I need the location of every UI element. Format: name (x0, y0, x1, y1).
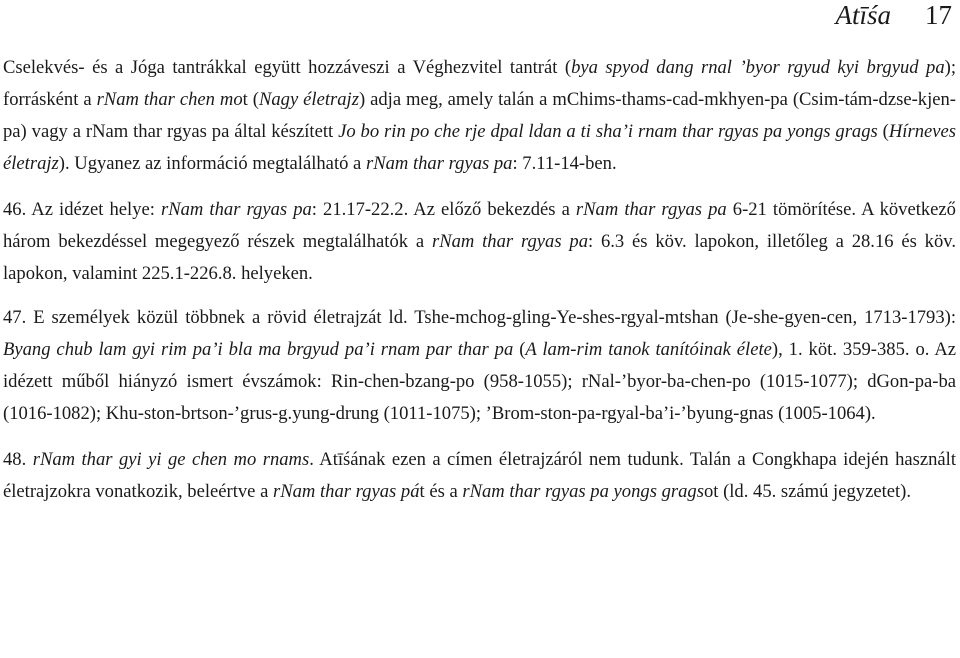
note-text-italic: rNam thar chen mo (96, 89, 243, 110)
note-text: ( (513, 339, 526, 360)
footnote-45-continued (3, 52, 956, 180)
note-text-italic: rNam thar rgyas pa (431, 231, 588, 252)
note-text: ( (877, 121, 889, 142)
note-text-italic: rNam thar rgyas pa (161, 199, 312, 220)
note-text: ), 1. köt. 359-385. o. Az idézett műből hiányzó ismert évszámok: Rin-chen-bzang-po (958-1055); rNal-’byor-ba-chen-po (1015-1077); dGon-pa-ba (1016-1082); Khu-ston-brtson-’grus-g.yung-drung (1011-1075); ’Brom-ston-pa-rgyal-ba’i-’byung-gnas (1005-1064). (3, 339, 956, 424)
note-text-italic: bya spyod dang rnal ’byor rgyud kyi brgyud pa (571, 57, 945, 78)
note-text-italic: Nagy életrajz (258, 89, 359, 110)
note-text-italic: Jo bo rin po che rje dpal ldan a ti sha’i rnam thar rgyas pa yongs grags (338, 121, 878, 142)
note-text-italic: rNam thar gyi yi ge chen mo rnams (32, 449, 310, 470)
note-text: ); forrásként a (3, 57, 956, 110)
note-text: 6-21 tömörítése. A következő három bekezdéssel megegyező részek megtalálhatók a (3, 199, 956, 252)
note-text-italic: rNam thar rgyas pá (272, 481, 420, 502)
footnote-46 (3, 194, 956, 290)
note-text: : 21.17-22.2. Az előző bekezdés a (311, 199, 576, 220)
note-text: ot (ld. 45. számú jegyzetet). (703, 481, 911, 502)
note-text: 46. Az idézet helye: (3, 199, 161, 220)
note-text-italic: Byang chub lam gyi rim pa’i bla ma brgyud pa’i rnam par thar pa (3, 339, 514, 360)
note-text-italic: rNam thar rgyas pa (575, 199, 727, 220)
note-text: Cselekvés- és a Jóga tantrákkal együtt hozzáveszi a Véghezvitel tantrát ( (3, 57, 572, 78)
note-text: ) adja meg, amely talán a mChims-thams-cad-mkhyen-pa (Csim-tám-dzse-kjen-pa) vagy a rNam thar rgyas pa által készített (3, 89, 956, 142)
running-head (835, 0, 952, 30)
note-text: : 6.3 és köv. lapokon, illetőleg a 28.16 és köv. lapokon, valamint 225.1-226.8. helyeken. (3, 231, 956, 284)
running-head-title: Atīśa (835, 0, 891, 30)
note-text-italic: A lam-rim tanok tanítóinak élete (525, 339, 772, 360)
footnote-48 (3, 444, 956, 508)
note-text: . Atīśának ezen a címen életrajzáról nem tudunk. Talán a Congkhapa idején használt életrajzokra vonatkozik, beleértve a (3, 449, 956, 502)
note-text-italic: rNam thar rgyas pa yongs grags (462, 481, 704, 502)
note-text: t és a (419, 481, 463, 502)
page-number: 17 (925, 0, 952, 30)
note-text: 48. (3, 449, 33, 470)
note-text: t ( (242, 89, 259, 110)
note-text-italic: Hírneves életrajz (3, 121, 956, 174)
note-text: 47. E személyek közül többnek a rövid életrajzát ld. Tshe-mchog-gling-Ye-shes-rgyal-mtshan (Je-she-gyen-cen, 1713-1793): (3, 307, 956, 328)
note-text: : 7.11-14-ben. (512, 153, 617, 174)
footnotes (3, 52, 956, 522)
note-text: ). Ugyanez az információ megtalálható a (58, 153, 366, 174)
note-text-italic: rNam thar rgyas pa (365, 153, 513, 174)
footnote-47 (3, 302, 956, 430)
